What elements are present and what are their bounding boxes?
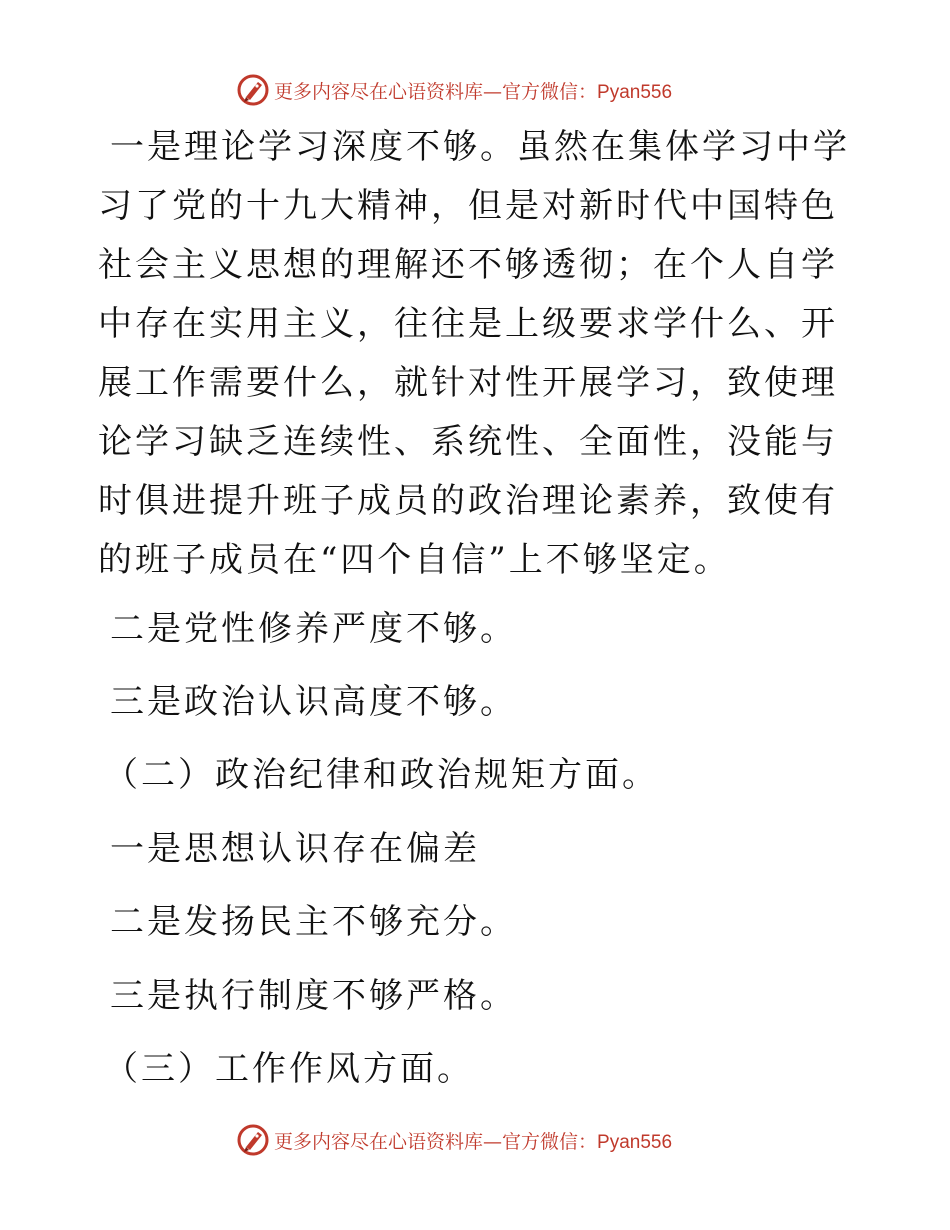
header-watermark <box>236 72 672 108</box>
line-ideological-deviation: 一是思想认识存在偏差 <box>110 829 480 869</box>
section-heading-work-style: （三）工作作风方面。 <box>104 1049 474 1089</box>
footer-separator: — <box>483 1130 503 1153</box>
header-separator: — <box>483 80 503 103</box>
line-party-spirit: 二是党性修养严度不够。 <box>110 609 517 649</box>
header-watermark-text: 更多内容尽在心语资料库 <box>274 80 484 103</box>
footer-watermark-text: 更多内容尽在心语资料库 <box>274 1130 484 1153</box>
pen-nib-logo-icon <box>236 1123 270 1157</box>
footer-watermark <box>236 1122 672 1158</box>
line-political-awareness: 三是政治认识高度不够。 <box>110 682 517 722</box>
section-heading-political-discipline: （二）政治纪律和政治规矩方面。 <box>104 755 659 795</box>
header-official-label: 官方微信： <box>502 80 598 103</box>
footer-account: Pyan556 <box>597 1131 673 1153</box>
document-body <box>98 118 858 590</box>
footer-official-label: 官方微信： <box>502 1130 598 1153</box>
paragraph-theory-study: 一是理论学习深度不够。虽然在集体学习中学习了党的十九大精神，但是对新时代中国特色社会主义思想的理解还不够透彻；在个人自学中存在实用主义，往往是上级要求学什么、开展工作需要什么，就针对性开展学习，致使理论学习缺乏连续性、系统性、全面性，没能与时俱进提升班子成员的政治理论素养，致使有的班子成员在“四个自信”上不够坚定。 <box>98 127 850 580</box>
line-system-enforcement: 三是执行制度不够严格。 <box>110 976 517 1016</box>
pen-nib-logo-icon <box>236 73 270 107</box>
header-account: Pyan556 <box>597 81 673 103</box>
line-democracy: 二是发扬民主不够充分。 <box>110 902 517 942</box>
